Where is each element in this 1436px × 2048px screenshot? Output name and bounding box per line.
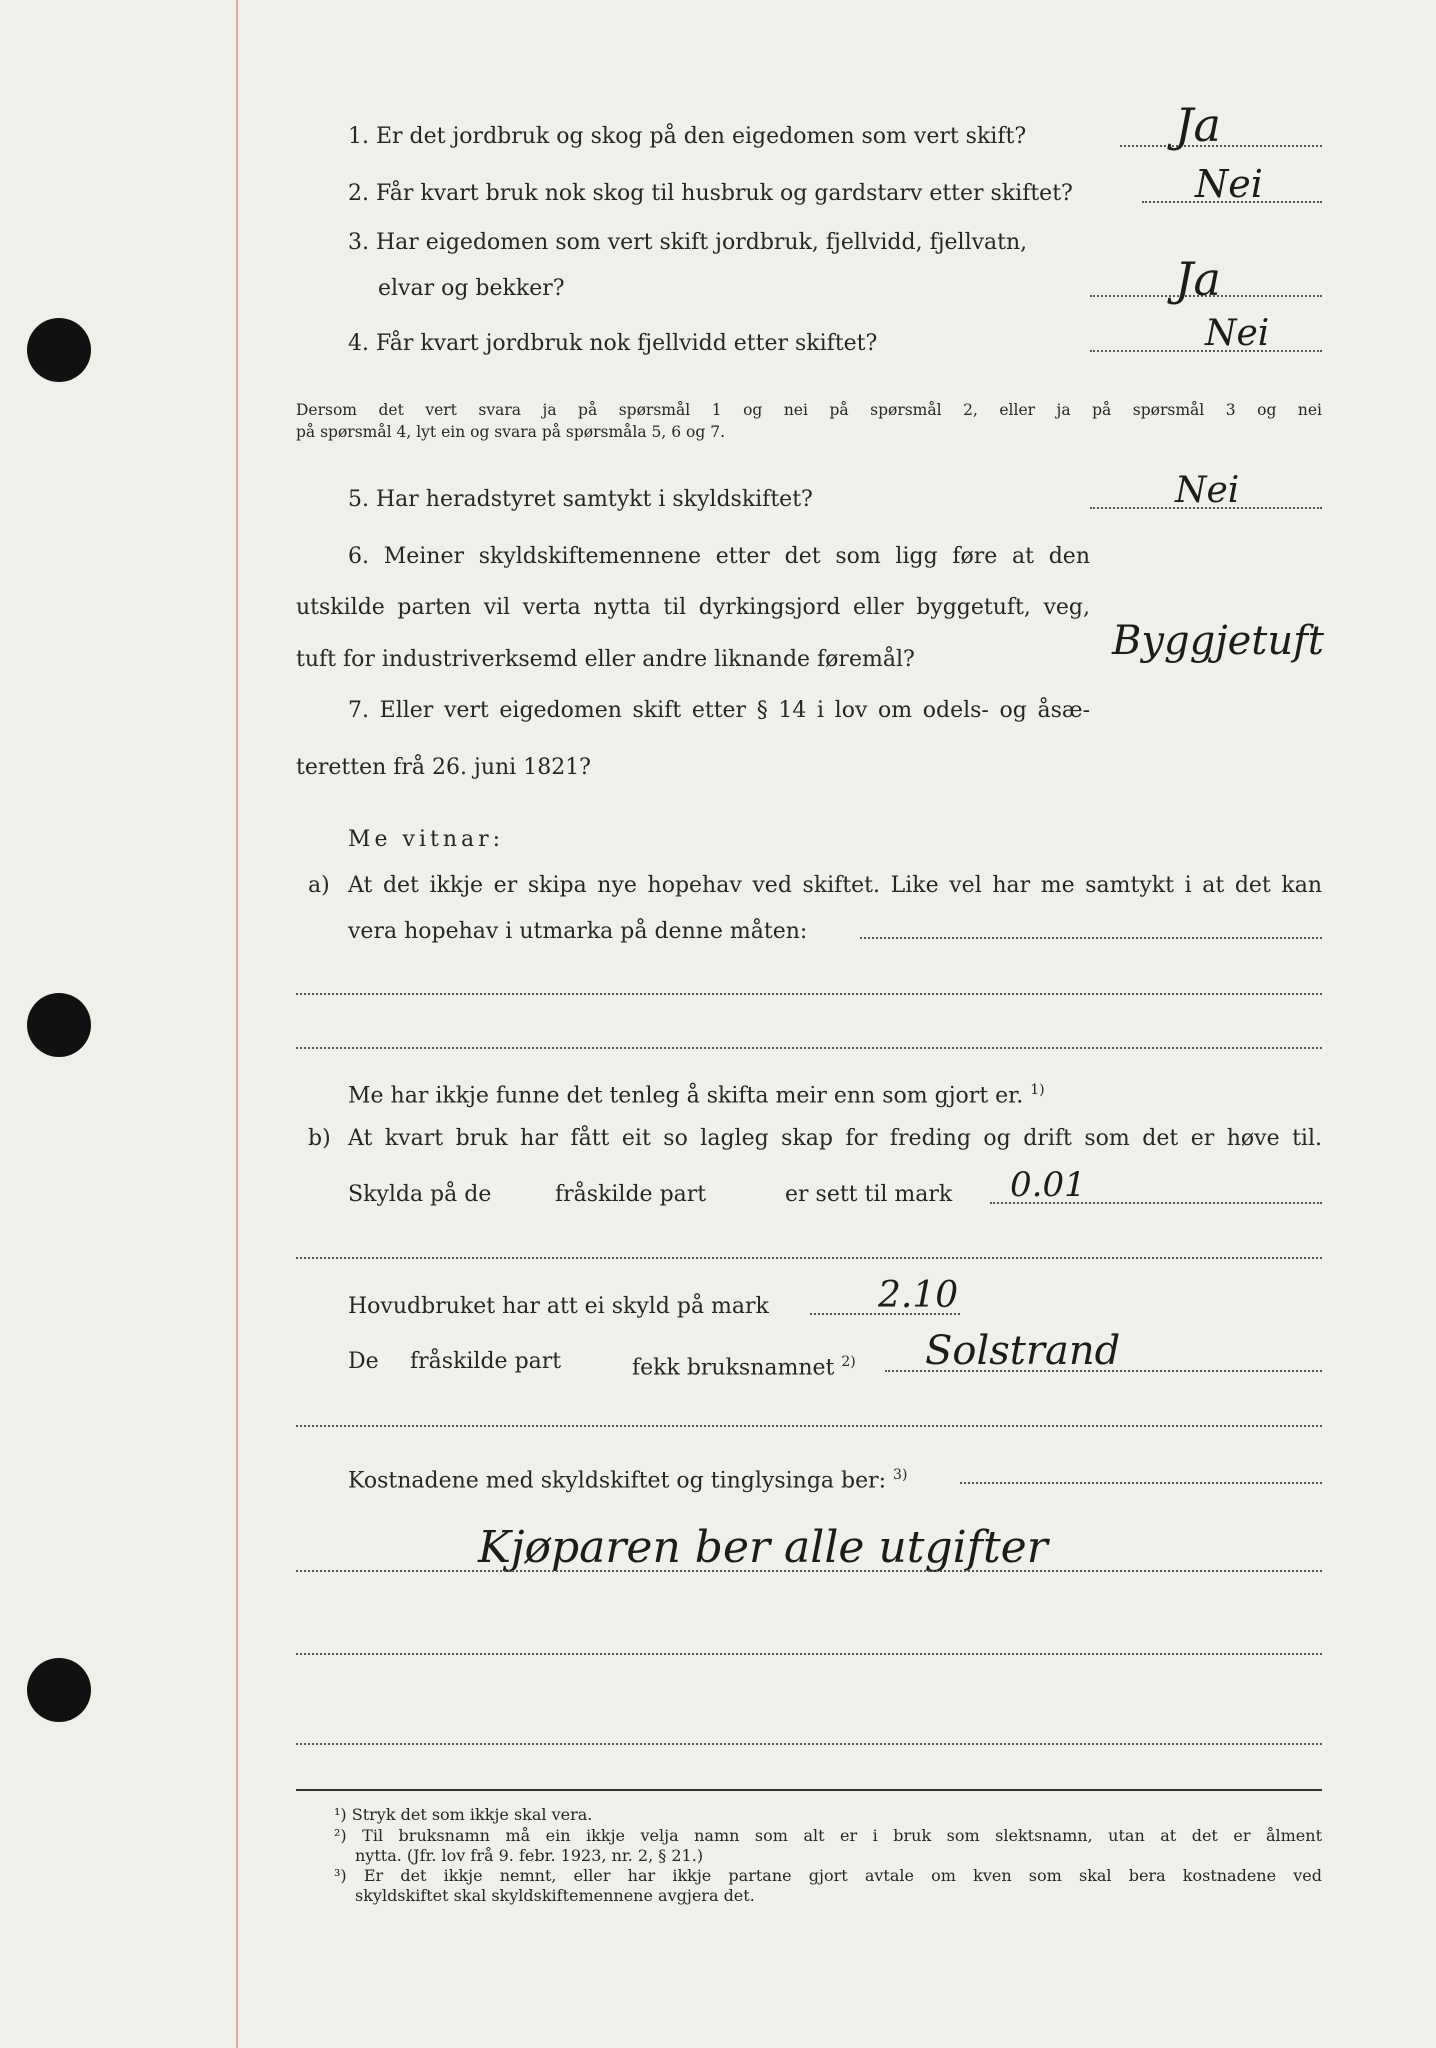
- fill-line: [296, 1257, 1322, 1259]
- fill-line: [296, 1743, 1322, 1745]
- kostnad-value: Kjøparen ber alle utgifter: [478, 1522, 1048, 1573]
- question-1: 1. Er det jordbruk og skog på den eigedomen som vert skift?: [348, 124, 1027, 149]
- question-6b: utskilde parten vil verta nytta til dyrkingsjord eller byggetuft, veg,: [296, 595, 1090, 620]
- question-6a: 6. Meiner skyldskiftemennene etter det som ligg føre at den: [348, 544, 1090, 569]
- answer-6: Byggjetuft: [1112, 618, 1324, 664]
- bruksnamn-label-3: [632, 1348, 856, 1382]
- kostnad-line: [960, 1482, 1322, 1484]
- punch-hole: [27, 318, 91, 382]
- bruksnamn-label-1: De: [348, 1349, 379, 1374]
- answer-2: Nei: [1195, 162, 1263, 206]
- fill-line: [296, 993, 1322, 995]
- skylda-label-3: er sett til mark: [785, 1182, 953, 1207]
- skylda-value: 0.01: [1010, 1165, 1086, 1205]
- hovudbruk-label: Hovudbruket har att ei skyld på mark: [348, 1294, 769, 1319]
- footnote-rule: [296, 1789, 1322, 1791]
- answer-3: Ja: [1175, 252, 1221, 306]
- fill-line: [296, 1653, 1322, 1655]
- footnote-2a: ²) Til bruksnamn må ein ikkje velja namn som alt er i bruk som slektsnamn, utan at det er ålment: [334, 1826, 1322, 1845]
- fill-line: [860, 937, 1322, 939]
- question-7a: 7. Eller vert eigedomen skift etter § 14 i lov om odels- og åsæ-: [348, 698, 1090, 723]
- item-b-label: b): [308, 1126, 331, 1151]
- item-a-label: a): [308, 873, 330, 898]
- bruksnamn-label-2: fråskilde part: [410, 1349, 562, 1374]
- footnote-ref: 2): [841, 1354, 856, 1370]
- bruksnamn-label-3-text: fekk bruksnamnet: [632, 1355, 835, 1381]
- instruction-note-line2: på spørsmål 4, lyt ein og svara på spørsmåla 5, 6 og 7.: [296, 423, 726, 441]
- question-5: 5. Har heradstyret samtykt i skyldskiftet?: [348, 487, 813, 512]
- question-3b: elvar og bekker?: [378, 276, 565, 301]
- question-3a: 3. Har eigedomen som vert skift jordbruk, fjellvidd, fjellvatn,: [348, 230, 1028, 255]
- kostnad-label-text: Kostnadene med skyldskiftet og tinglysinga ber:: [348, 1468, 887, 1494]
- kostnad-label: [348, 1461, 907, 1495]
- no-more-statement: [348, 1076, 1045, 1110]
- item-a-line2: vera hopehav i utmarka på denne måten:: [348, 919, 808, 944]
- question-6c: tuft for industriverksemd eller andre liknande føremål?: [296, 647, 915, 672]
- hovudbruk-value: 2.10: [878, 1275, 959, 1316]
- question-2: 2. Får kvart bruk nok skog til husbruk og gardstarv etter skiftet?: [348, 181, 1073, 206]
- instruction-note-line1: Dersom det vert svara ja på spørsmål 1 og nei på spørsmål 2, eller ja på spørsmål 3 og nei: [296, 401, 1322, 419]
- item-b-line1: At kvart bruk har fått eit so lagleg skap for freding og drift som det er høve til.: [348, 1126, 1322, 1151]
- item-a-line1: At det ikkje er skipa nye hopehav ved skiftet. Like vel har me samtykt i at det kan: [348, 873, 1322, 898]
- fill-line: [296, 1047, 1322, 1049]
- footnote-1: ¹) Stryk det som ikkje skal vera.: [334, 1805, 593, 1824]
- margin-line: [236, 0, 238, 2048]
- fill-line: [296, 1570, 1322, 1572]
- bruksnamn-value: Solstrand: [925, 1328, 1121, 1374]
- footnote-3a: ³) Er det ikkje nemnt, eller har ikkje partane gjort avtale om kven som skal bera kostnadene ved: [334, 1866, 1322, 1885]
- witness-heading: Me vitnar:: [348, 827, 505, 852]
- punch-hole: [27, 993, 91, 1057]
- footnote-ref: 1): [1030, 1082, 1045, 1098]
- footnote-3b: skyldskiftet skal skyldskiftemennene avgjera det.: [355, 1886, 755, 1905]
- fill-line: [296, 1425, 1322, 1427]
- answer-1: Ja: [1175, 98, 1221, 152]
- answer-5: Nei: [1175, 470, 1240, 511]
- skylda-label-1: Skylda på de: [348, 1182, 492, 1207]
- question-4: 4. Får kvart jordbruk nok fjellvidd etter skiftet?: [348, 331, 878, 356]
- punch-hole: [27, 1658, 91, 1722]
- answer-line-1: [1120, 145, 1322, 147]
- footnote-ref: 3): [893, 1467, 908, 1483]
- question-7b: teretten frå 26. juni 1821?: [296, 755, 591, 780]
- skylda-label-2: fråskilde part: [555, 1182, 707, 1207]
- answer-4: Nei: [1205, 313, 1270, 354]
- no-more-text: Me har ikkje funne det tenleg å skifta meir enn som gjort er.: [348, 1083, 1024, 1109]
- footnote-2b: nytta. (Jfr. lov frå 9. febr. 1923, nr. 2, § 21.): [355, 1846, 704, 1865]
